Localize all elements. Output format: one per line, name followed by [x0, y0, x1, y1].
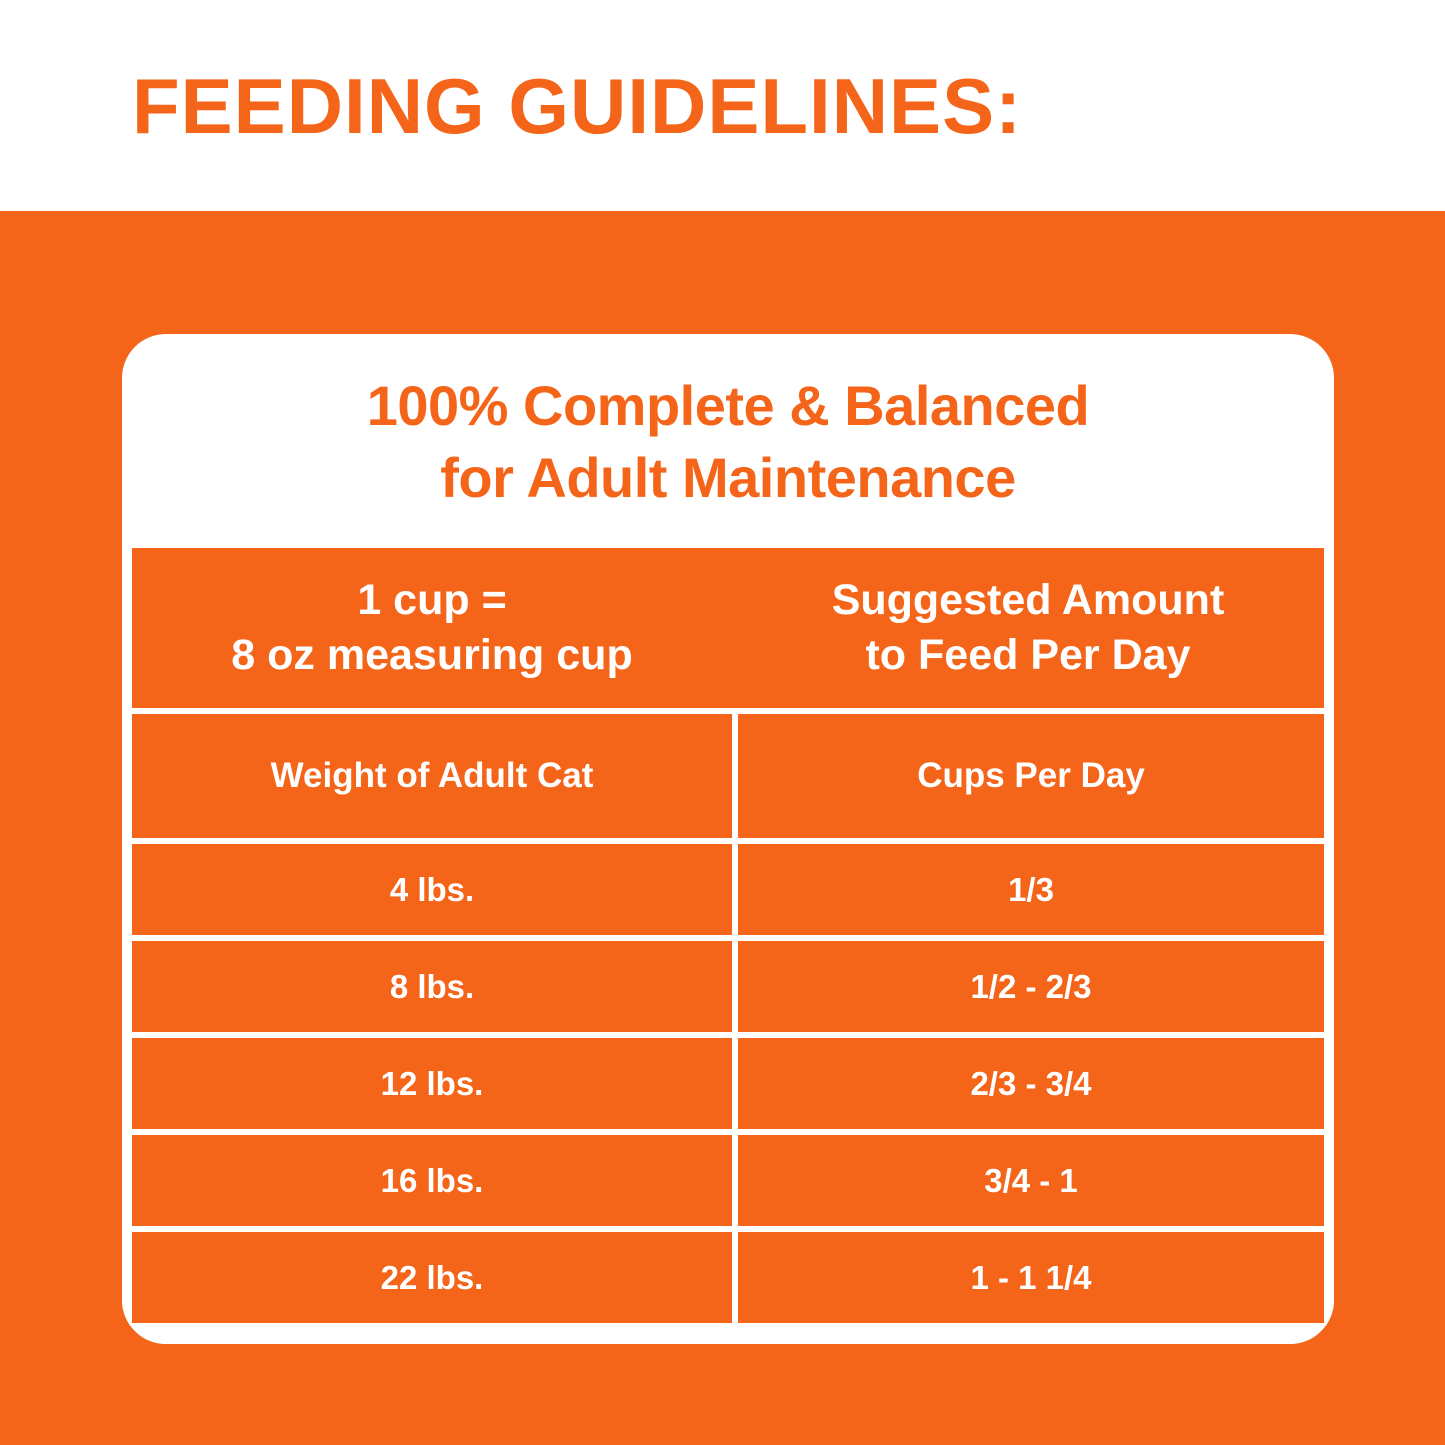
- cell-cups: 3/4 - 1: [732, 1135, 1324, 1226]
- feeding-guidelines-card: [122, 334, 1334, 1344]
- cell-cups: 1 - 1 1/4: [732, 1232, 1324, 1323]
- cell-weight: 4 lbs.: [389, 870, 475, 908]
- amount-line-1: Suggested Amount: [831, 575, 1225, 624]
- cell-weight: 8 lbs.: [389, 967, 475, 1005]
- feeding-table: [122, 548, 1334, 1344]
- table-row: [132, 838, 1324, 935]
- table-row: [132, 1226, 1324, 1323]
- column-header-weight: Weight of Adult Cat: [270, 756, 594, 795]
- cell-cups: 1/3: [732, 844, 1324, 935]
- page-title: FEEDING GUIDELINES:: [132, 61, 1023, 150]
- table-title-row: [132, 548, 1324, 708]
- measure-line-2: 8 oz measuring cup: [231, 631, 633, 679]
- column-header-cups: Cups Per Day: [732, 714, 1324, 838]
- cell-cups: 1/2 - 2/3: [732, 941, 1324, 1032]
- amount-line-2: to Feed Per Day: [865, 631, 1191, 679]
- card-heading: [122, 334, 1334, 513]
- card-heading-line-2: for Adult Maintenance: [440, 445, 1016, 509]
- cell-weight: 22 lbs.: [380, 1258, 484, 1296]
- table-title-cell-amount: [732, 548, 1324, 708]
- table-header-row: [132, 708, 1324, 838]
- table-row: [132, 935, 1324, 1032]
- table-title-cell-measure: [132, 548, 732, 708]
- cell-weight: 12 lbs.: [380, 1064, 484, 1102]
- card-heading-line-1: 100% Complete & Balanced: [366, 374, 1090, 437]
- measure-line-1: 1 cup =: [357, 575, 507, 624]
- table-row: [132, 1032, 1324, 1129]
- cell-cups: 2/3 - 3/4: [732, 1038, 1324, 1129]
- table-row: [132, 1129, 1324, 1226]
- header-band: [0, 0, 1445, 211]
- cell-weight: 16 lbs.: [380, 1161, 484, 1199]
